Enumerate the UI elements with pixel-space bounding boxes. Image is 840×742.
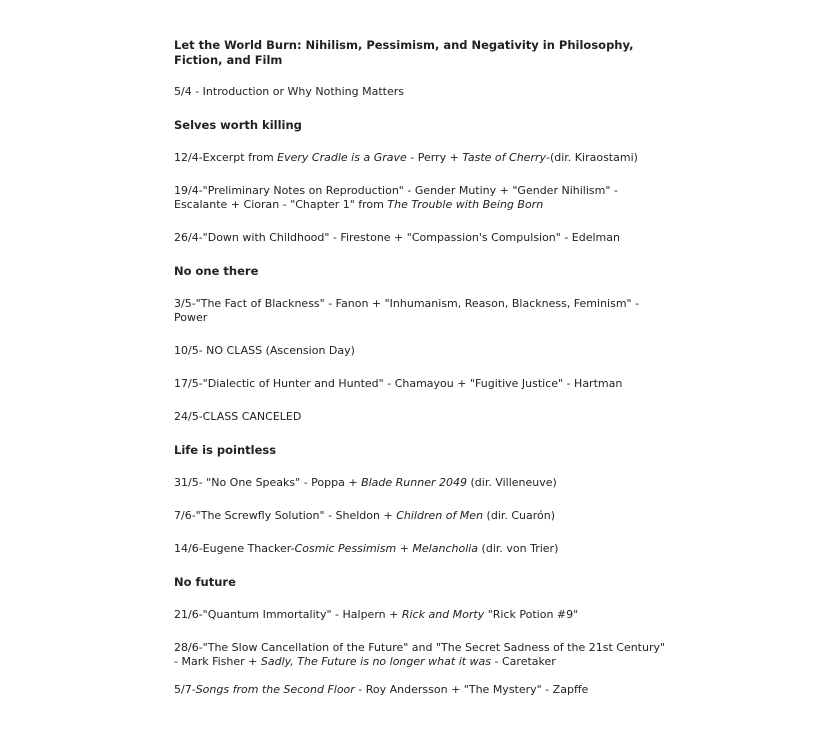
work-title: The Trouble with Being Born (387, 198, 544, 211)
schedule-entry: 7/6-"The Screwfly Solution" - Sheldon + Children of Men (dir. Cuarón) (174, 509, 556, 522)
schedule-entry: 3/5-"The Fact of Blackness" - Fanon + "Inhumanism, Reason, Blackness, Feminism" - Power (174, 297, 640, 324)
schedule-entry: 5/7-Songs from the Second Floor - Roy Andersson + "The Mystery" - Zapffe (174, 683, 589, 696)
work-title: Songs from the Second Floor (195, 683, 355, 696)
syllabus-sections (174, 118, 672, 697)
work-title: Blade Runner 2049 (361, 476, 467, 489)
schedule-entry: 31/5- "No One Speaks" - Poppa + Blade Runner 2049 (dir. Villeneuve) (174, 476, 557, 489)
schedule-entry: 17/5-"Dialectic of Hunter and Hunted" - Chamayou + "Fugitive Justice" - Hartman (174, 377, 623, 390)
work-title: Rick and Morty (401, 608, 485, 621)
document-title: Let the World Burn: Nihilism, Pessimism, and Negativity in Philosophy, Fiction, and Film (174, 38, 634, 67)
schedule-entry: 24/5-CLASS CANCELED (174, 410, 302, 423)
schedule-entry: 21/6-"Quantum Immortality" - Halpern + Rick and Morty "Rick Potion #9" (174, 608, 579, 621)
work-title: Melancholia (412, 542, 479, 555)
schedule-entry: 10/5- NO CLASS (Ascension Day) (174, 344, 355, 357)
work-title: Children of Men (396, 509, 484, 522)
section-heading: Life is pointless (174, 443, 277, 457)
work-title: Every Cradle is a Grave (277, 151, 407, 164)
section-heading: No one there (174, 264, 259, 278)
work-title: Sadly, The Future is no longer what it was (260, 655, 492, 668)
section-heading: No future (174, 575, 236, 589)
work-title: Taste of Cherry (462, 151, 546, 164)
schedule-entry: 14/6-Eugene Thacker-Cosmic Pessimism + Melancholia (dir. von Trier) (174, 542, 559, 555)
schedule-entry: 26/4-"Down with Childhood" - Firestone + "Compassion's Compulsion" - Edelman (174, 231, 620, 244)
section-heading: Selves worth killing (174, 118, 302, 132)
schedule-entry: 28/6-"The Slow Cancellation of the Future" and "The Secret Sadness of the 21st Century" - Mark Fisher + Sadly, The Future is no longer what it was - Caretaker (174, 641, 666, 668)
schedule-entry: 19/4-"Preliminary Notes on Reproduction" - Gender Mutiny + "Gender Nihilism" - Escalante + Cioran - "Chapter 1" from The Trouble with Being Born (174, 184, 618, 211)
schedule-entry: 12/4-Excerpt from Every Cradle is a Grave - Perry + Taste of Cherry-(dir. Kiraostami) (174, 151, 638, 164)
work-title: Cosmic Pessimism (294, 542, 397, 555)
intro-entry: 5/4 - Introduction or Why Nothing Matters (174, 85, 405, 98)
